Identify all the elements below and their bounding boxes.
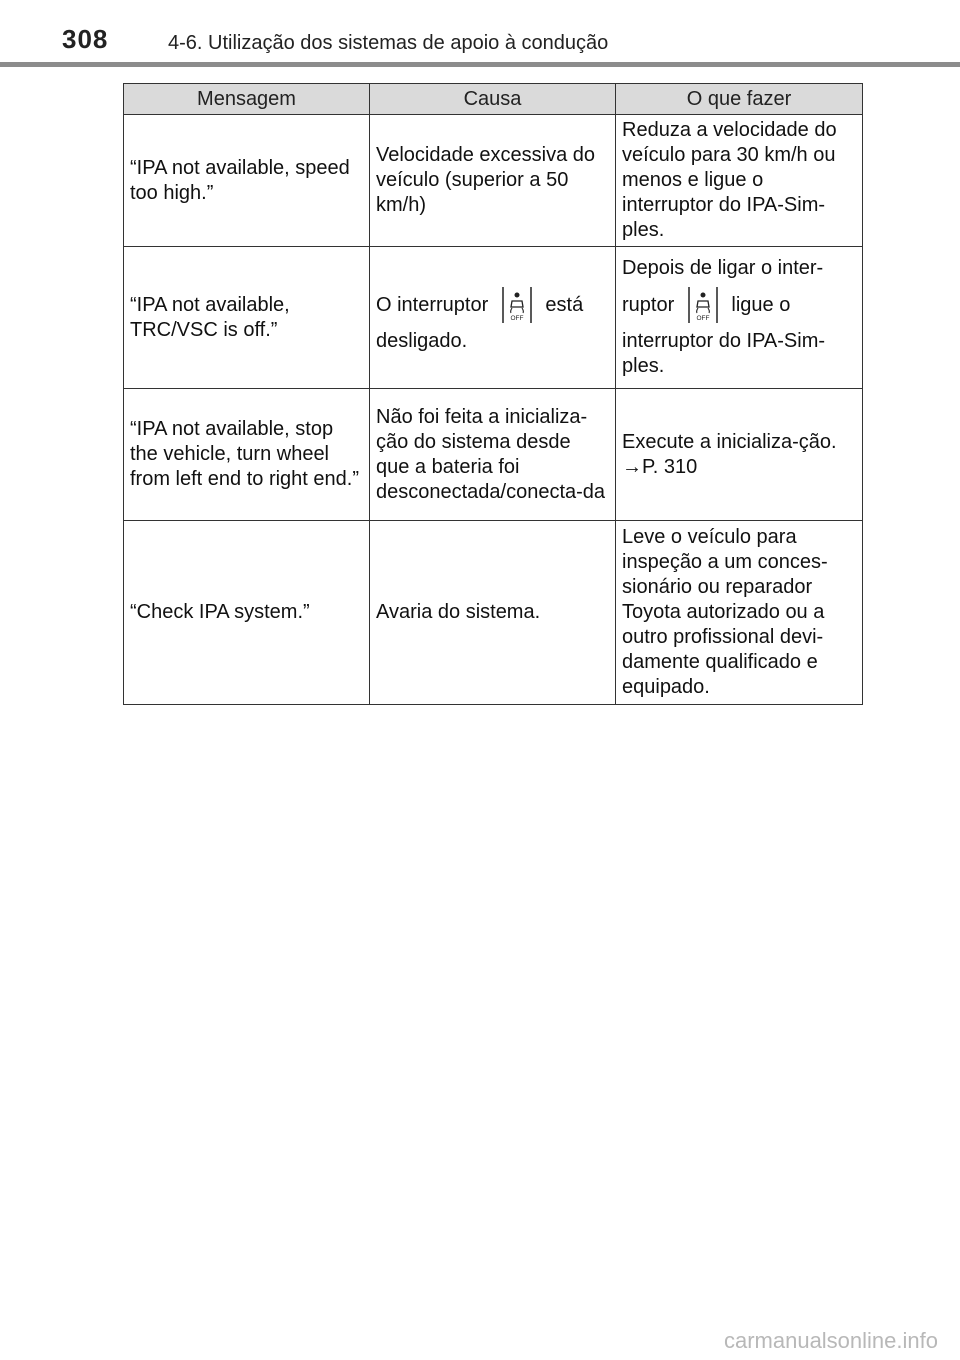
cause-cell: Velocidade excessiva do veículo (superior a 50 km/h) <box>370 115 616 247</box>
column-header-cause: Causa <box>370 84 616 115</box>
cause-text-before: O interruptor <box>376 293 489 316</box>
table-header-row <box>124 84 863 115</box>
table-row <box>124 521 863 705</box>
page-number: 308 <box>62 24 109 54</box>
message-cell: “IPA not available, speed too high.” <box>124 115 370 247</box>
header-divider <box>0 62 960 67</box>
message-cell: “Check IPA system.” <box>124 521 370 705</box>
message-cell: “IPA not available, stop the vehicle, turn wheel from left end to right end.” <box>124 389 370 521</box>
action-cell: Reduza a velocidade do veículo para 30 km/h ou menos e ligue o interruptor do IPA-Sim-ples. <box>616 115 863 247</box>
vsc-off-switch-icon <box>500 285 534 325</box>
action-cell: Leve o veículo para inspeção a um conces-sionário ou reparador Toyota autorizado ou a outro profissional devi-damente qualificado e equipado. <box>616 521 863 705</box>
cause-icon-line <box>376 285 609 326</box>
vsc-off-switch-icon <box>686 285 720 325</box>
page-header <box>0 0 960 70</box>
watermark: carmanualsonline.info <box>723 1328 938 1353</box>
cause-cell: Avaria do sistema. <box>370 521 616 705</box>
action-text-start: Depois de ligar o inter- <box>622 256 824 279</box>
cause-cell <box>370 247 616 389</box>
column-header-message: Mensagem <box>124 84 370 115</box>
action-text-before: ruptor <box>622 293 675 316</box>
section-title: 4-6. Utilização dos sistemas de apoio à condução <box>168 32 609 54</box>
cause-text-end: desligado. <box>376 330 468 353</box>
message-cell: “IPA not available, TRC/VSC is off.” <box>124 247 370 389</box>
column-header-action: O que fazer <box>616 84 863 115</box>
action-cell: Execute a inicializa-ção. →P. 310 <box>616 389 863 521</box>
svg-text:OFF: OFF <box>696 315 710 323</box>
table-row <box>124 247 863 389</box>
table-row <box>124 389 863 521</box>
cause-cell: Não foi feita a inicializa-ção do sistema desde que a bateria foi desconectada/conecta-da <box>370 389 616 521</box>
action-cell <box>616 247 863 389</box>
action-text-after: ligue o <box>731 293 791 316</box>
svg-text:OFF: OFF <box>510 315 524 323</box>
table-row <box>124 115 863 247</box>
cause-text-after: está <box>545 293 584 316</box>
action-icon-line <box>622 285 856 326</box>
action-text-end: interruptor do IPA-Sim-ples. <box>622 330 826 378</box>
message-table <box>123 83 863 705</box>
